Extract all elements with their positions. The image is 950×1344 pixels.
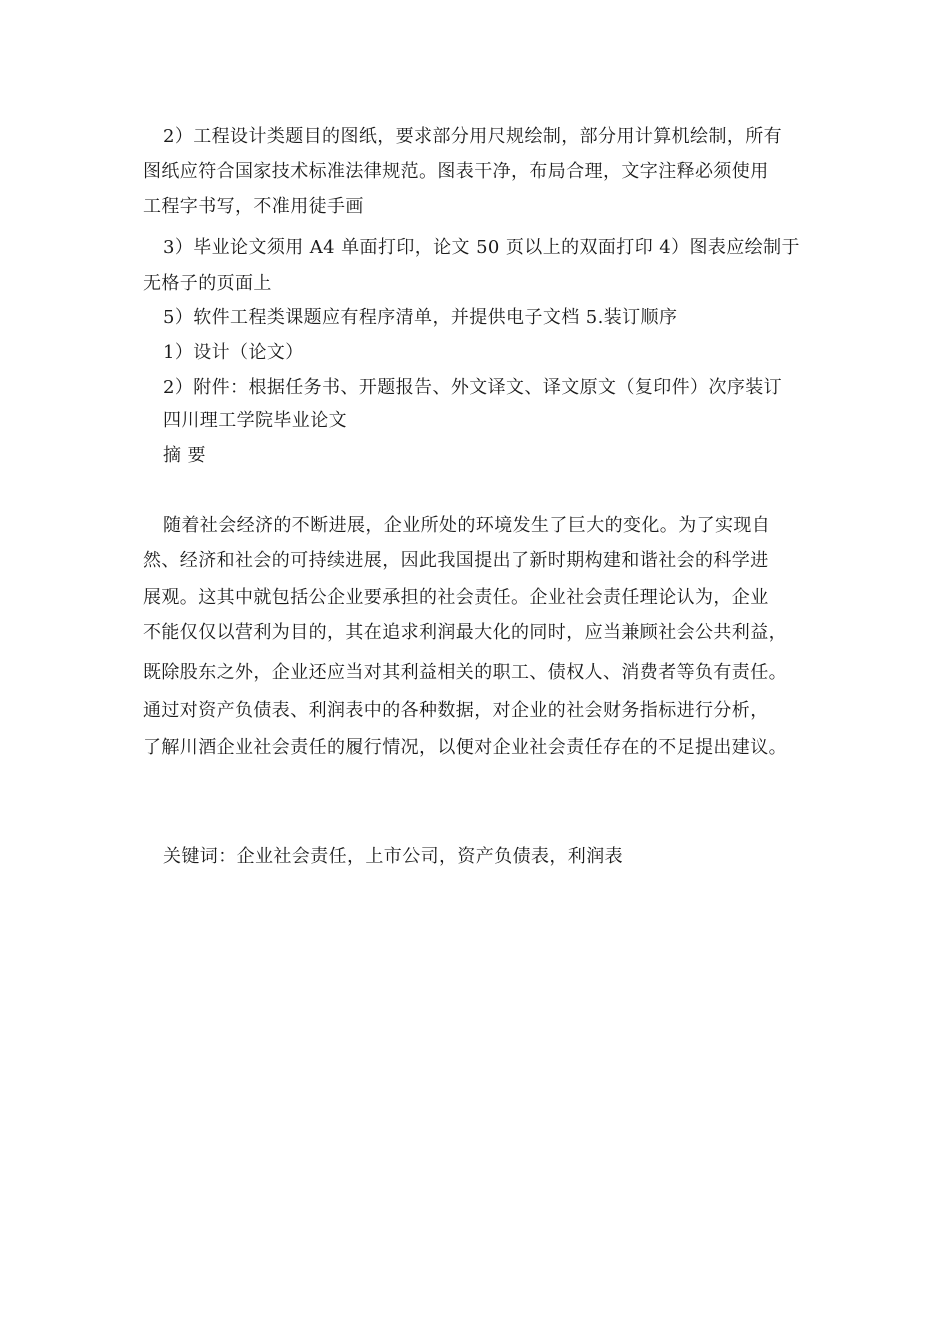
body-line: 2）工程设计类题目的图纸，要求部分用尺规绘制，部分用计算机绘制，所有 (163, 126, 783, 147)
abstract-heading: 摘 要 (163, 445, 206, 466)
abstract-line: 既除股东之外，企业还应当对其利益相关的职工、债权人、消费者等负有责任。 (143, 662, 787, 683)
body-line: 5）软件工程类课题应有程序清单，并提供电子文档 5.装订顺序 (163, 307, 678, 328)
abstract-line: 通过对资产负债表、利润表中的各种数据，对企业的社会财务指标进行分析， (143, 700, 769, 721)
abstract-line: 了解川酒企业社会责任的履行情况，以便对企业社会责任存在的不足提出建议。 (143, 737, 787, 758)
body-line: 工程字书写，不准用徒手画 (143, 196, 364, 217)
abstract-line: 展观。这其中就包括公企业要承担的社会责任。企业社会责任理论认为，企业 (143, 587, 769, 608)
thesis-title-line: 四川理工学院毕业论文 (163, 410, 347, 431)
body-line: 无格子的页面上 (143, 273, 272, 294)
abstract-line: 然、经济和社会的可持续进展，因此我国提出了新时期构建和谐社会的科学进 (143, 550, 769, 571)
abstract-line: 随着社会经济的不断进展，企业所处的环境发生了巨大的变化。为了实现自 (163, 515, 771, 536)
body-line: 1）设计（论文） (163, 342, 304, 363)
body-line: 2）附件：根据任务书、开题报告、外文译文、译文原文（复印件）次序装订 (163, 377, 783, 398)
abstract-line: 不能仅仅以营利为目的，其在追求利润最大化的同时，应当兼顾社会公共利益， (143, 622, 787, 643)
body-line: 图纸应符合国家技术标准法律规范。图表干净，布局合理，文字注释必须使用 (143, 161, 769, 182)
body-line: 3）毕业论文须用 A4 单面打印，论文 50 页以上的双面打印 4）图表应绘制于 (163, 237, 800, 258)
keywords-line: 关键词：企业社会责任，上市公司，资产负债表，利润表 (163, 846, 623, 867)
